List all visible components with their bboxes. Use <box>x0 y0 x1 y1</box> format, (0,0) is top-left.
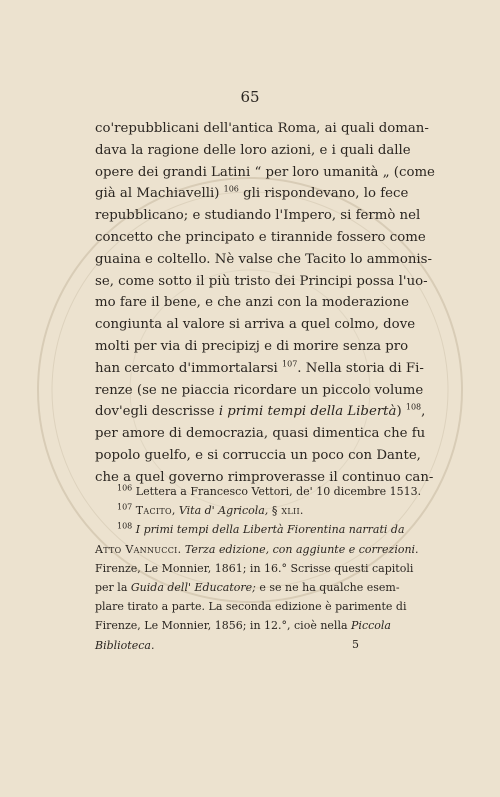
footnote-line <box>95 578 400 597</box>
footnote-fragment: Piccola <box>351 619 391 633</box>
text-line: per amore di democrazia, quasi dimentica che fu <box>95 426 426 442</box>
footnote-fragment: Firenze, Le Monnier, 1856; in 12.°, cioè nella <box>95 619 348 633</box>
text-line: popolo guelfo, e si corruccia un poco con Dante, <box>95 447 421 463</box>
footnote-ref-108: 108 <box>405 402 422 412</box>
footnote-ref-107: 107 <box>282 359 298 369</box>
footnote-fragment: e se ne ha qualche esem- <box>259 580 400 594</box>
footnote-line <box>95 540 419 559</box>
text-line: guaina e coltello. Nè valse che Tacito lo ammonis- <box>95 251 432 267</box>
text-line <box>95 118 429 140</box>
footnote-work: Guida dell' Educatore; <box>130 580 256 594</box>
footnote-author: Tacito <box>135 504 172 518</box>
text-line: repubblicano; e studiando l'Impero, si fermò nel <box>95 208 421 224</box>
footnote-line <box>95 636 382 655</box>
footnote-fragment: Biblioteca. <box>95 638 155 652</box>
footnote-work: Vita d' Agricola, <box>178 504 269 518</box>
footnote-107: $^{107}$ Tacito, Vita d' Agricola, § xlii. <box>117 502 304 518</box>
text-line: han cercato d'immortalarsi $^{107}$. Nella storia di Fi- <box>95 359 424 376</box>
footnotes <box>95 482 422 655</box>
text-line: opere dei grandi Latini “ per loro umanità „ (come <box>95 164 435 180</box>
footnote-title: I primi tempi della Libertà Fiorentina narrati da <box>135 523 405 537</box>
footnote-line: plare tirato a parte. La seconda edizione è parimente di <box>95 600 407 614</box>
body-text <box>95 118 435 489</box>
text-line: che a quel governo rimproverasse il continuo can- <box>95 469 434 485</box>
footnote-author: Atto Vannucci. <box>95 542 182 556</box>
footnote-text: Lettera a Francesco Vettori, de' 10 dicembre 1513. <box>135 485 422 498</box>
signature-mark: 5 <box>352 638 359 651</box>
text-line: mo fare il bene, e che anzi con la moderazione <box>95 295 409 311</box>
text-line <box>95 140 411 162</box>
footnote-line <box>95 616 391 635</box>
footnote-number: 107 <box>117 502 133 512</box>
text-line: renze (se ne piaccia ricordare un piccolo volume <box>95 382 424 398</box>
footnote-fragment: per la <box>95 580 128 594</box>
text-fragment: co'repubblicani dell'antica Roma, ai quali doman- <box>95 121 429 136</box>
text-line: dov'egli descrisse i primi tempi della Libertà) $^{108}$, <box>95 402 426 420</box>
footnote-106 <box>95 482 422 501</box>
text-line: concetto che principato e tirannide fossero come <box>95 229 426 245</box>
footnote-ref-106: 106 <box>223 184 239 194</box>
page-number: 65 <box>240 88 260 106</box>
text-line: molti per via di precipizj e di morire senza pro <box>95 338 409 354</box>
footnote-108 <box>95 520 405 539</box>
footnote-line: Firenze, Le Monnier, 1861; in 16.° Scrisse questi capitoli <box>95 561 414 575</box>
text-fragment: dava la ragione delle loro azioni, e i quali dalle <box>95 142 411 158</box>
footnote-locator: § xlii. <box>271 504 304 518</box>
text-line: già al Machiavelli) $^{106}$ gli rispondevano, lo fece <box>95 184 409 202</box>
footnote-number: 108 <box>117 521 133 531</box>
footnote-number: 106 <box>117 483 133 493</box>
text-line: congiunta al valore si arriva a quel colmo, dove <box>95 317 416 333</box>
text-line: se, come sotto il più tristo dei Principi possa l'uo- <box>95 273 428 289</box>
footnote-edition: Terza edizione, con aggiunte e correzioni. <box>184 542 419 556</box>
